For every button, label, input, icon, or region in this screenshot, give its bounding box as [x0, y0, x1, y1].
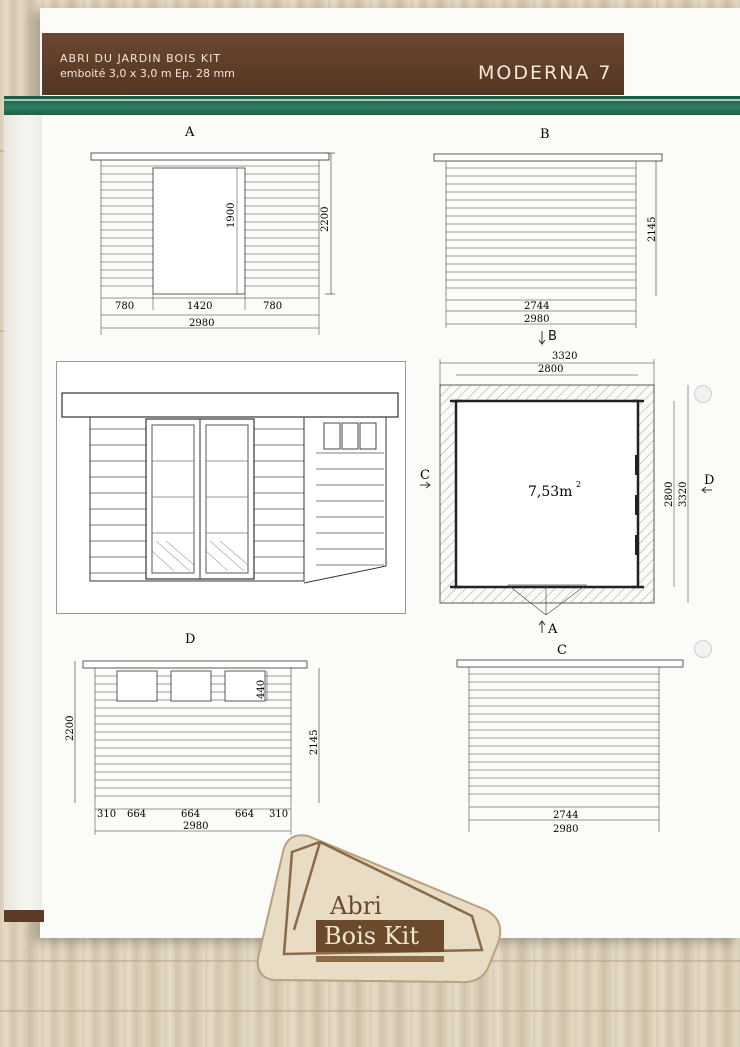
shed-3d-render [56, 361, 406, 614]
dim-width-d-5: 310 [269, 809, 289, 820]
floor-plan [412, 345, 732, 645]
dim-inner-width-b: 2744 [524, 301, 550, 312]
arrow-down-icon [538, 330, 548, 346]
dim-outer-width: 3320 [552, 351, 578, 362]
view-marker-b: B [548, 329, 557, 344]
header-stripe [4, 99, 740, 101]
windows-d [117, 671, 265, 701]
dim-inner-depth: 2800 [664, 481, 675, 507]
dim-inner-width-c: 2744 [553, 810, 579, 821]
roof [62, 393, 398, 417]
side-windows [324, 423, 376, 449]
dim-width-a-1: 780 [115, 301, 135, 312]
dim-width-d-1: 310 [97, 809, 117, 820]
elevation-d [55, 627, 345, 842]
svg-text:C: C [420, 468, 430, 483]
view-label-c: C [557, 643, 567, 658]
view-label-b: B [540, 127, 550, 142]
page-fold [4, 100, 42, 918]
dim-width-d-2: 664 [127, 809, 147, 820]
dim-width-a-2: 1420 [187, 301, 213, 312]
dim-total-width-a: 2980 [189, 318, 215, 329]
floor-area: 7,53m [528, 484, 573, 500]
floor-area-unit: 2 [576, 480, 582, 489]
svg-text:D: D [704, 473, 715, 488]
arrow-c [420, 468, 430, 488]
view-label-d: D [185, 632, 196, 647]
dim-total-width-d: 2980 [183, 821, 209, 832]
dim-side-height-d: 2145 [309, 729, 320, 755]
dim-width-d-4: 664 [235, 809, 255, 820]
dim-total-width-c: 2980 [553, 824, 579, 835]
logo-line1: Abri [330, 892, 382, 920]
dim-outer-depth: 3320 [678, 481, 689, 507]
svg-text:A: A [548, 622, 558, 637]
dim-inner-width: 2800 [538, 364, 564, 375]
elevation-c [445, 632, 695, 842]
arrow-d [702, 473, 714, 493]
log-wall-b [446, 161, 636, 296]
dim-total-width-b: 2980 [524, 314, 550, 325]
elevation-a [85, 120, 355, 345]
dim-window-height-d: 440 [256, 679, 267, 699]
product-category: ABRI DU JARDIN BOIS KIT [60, 52, 222, 65]
log-wall-c [469, 667, 659, 802]
elevation-b [430, 120, 690, 335]
wood-plank-line [0, 1010, 740, 1012]
left-binding-band [4, 910, 44, 922]
abri-bois-kit-logo [250, 830, 510, 990]
door-opening-a [153, 168, 245, 294]
dim-height-b: 2145 [647, 216, 658, 242]
dim-door-height-a: 1900 [226, 202, 237, 228]
logo-line2: Bois Kit [324, 922, 419, 950]
view-label-a: A [185, 125, 195, 140]
model-name: MODERNA 7 [478, 62, 613, 84]
dim-width-d-3: 664 [181, 809, 201, 820]
dim-width-a-3: 780 [263, 301, 283, 312]
dim-height-a: 2200 [320, 206, 331, 232]
product-spec: emboité 3,0 x 3,0 m Ep. 28 mm [60, 67, 235, 80]
dim-height-d: 2200 [65, 715, 76, 741]
